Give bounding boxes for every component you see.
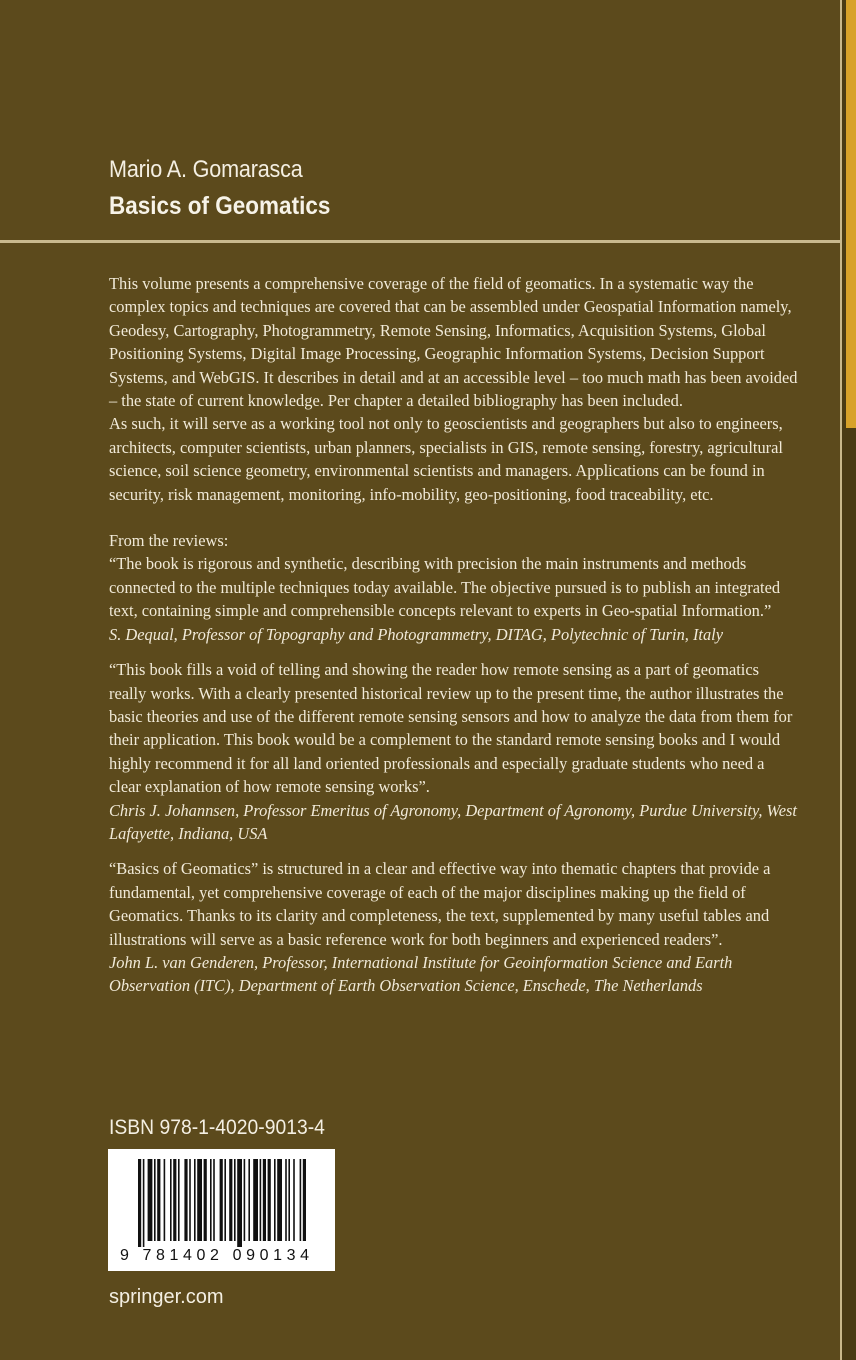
barcode-bar xyxy=(234,1159,236,1241)
back-cover-text xyxy=(109,272,799,998)
reviews-heading: From the reviews: xyxy=(109,531,229,551)
barcode-bar xyxy=(148,1159,153,1241)
barcode-bar xyxy=(170,1159,172,1241)
barcode-bar xyxy=(164,1159,166,1241)
review-quote-3: “Basics of Geomatics” is structured in a clear and effective way into thematic chapters that provide a fundamental, yet comprehensive coverage of each of the major disciplines making up the field of Geomatics. Thanks to its clarity and completeness, the text, supplemented by many useful tables and illustrations will serve as a basic reference work for both beginners and experienced readers”. xyxy=(109,859,771,949)
description-paragraph-1: This volume presents a comprehensive coverage of the field of geomatics. In a systematic way the complex topics and techniques are covered that can be assembled under Geospatial Information namely, Geodesy, Cartography, Photogrammetry, Remote Sensing, Informatics, Acquisition Systems, Global Positioning Systems, Digital Image Processing, Geographic Information Systems, Decision Support Systems, and WebGIS. It describes in detail and at an accessible level – too much math has been avoided – the state of current knowledge. Per chapter a detailed bibliography has been included. xyxy=(109,274,798,411)
barcode-bar xyxy=(237,1159,242,1247)
barcode-bar xyxy=(220,1159,223,1241)
barcode-bar xyxy=(213,1159,215,1241)
barcode-bar xyxy=(229,1159,232,1241)
barcode xyxy=(108,1149,335,1271)
barcode-digits: 9 781402 090134 xyxy=(120,1247,314,1264)
barcode-bar xyxy=(285,1159,287,1241)
barcode-bar xyxy=(224,1159,226,1241)
barcode-bars xyxy=(108,1149,335,1249)
barcode-bar xyxy=(274,1159,276,1241)
barcode-bar xyxy=(268,1159,271,1241)
barcode-bar xyxy=(197,1159,202,1241)
barcode-bar xyxy=(194,1159,196,1241)
review-attribution-1: S. Dequal, Professor of Topography and Photogrammetry, DITAG, Polytechnic of Turin, Italy xyxy=(109,624,724,644)
barcode-bar xyxy=(154,1159,156,1241)
barcode-bar xyxy=(293,1159,295,1241)
book-title: Basics of Geomatics xyxy=(109,192,331,220)
author-name: Mario A. Gomarasca xyxy=(109,156,303,183)
barcode-bar xyxy=(204,1159,207,1241)
spine-accent-stripe xyxy=(846,0,856,428)
barcode-bar xyxy=(277,1159,282,1241)
barcode-bar xyxy=(143,1159,145,1247)
barcode-bar xyxy=(263,1159,266,1241)
barcode-bar xyxy=(178,1159,180,1241)
barcode-bar xyxy=(248,1159,250,1241)
barcode-bar xyxy=(157,1159,160,1241)
barcode-bar xyxy=(288,1159,290,1241)
publisher-url: springer.com xyxy=(109,1286,224,1308)
isbn-number: ISBN 978-1-4020-9013-4 xyxy=(109,1116,325,1139)
barcode-bar xyxy=(253,1159,258,1241)
barcode-bar xyxy=(303,1159,306,1241)
review-quote-1: “The book is rigorous and synthetic, describing with precision the main instruments and methods connected to the multiple techniques today available. The objective pursued is to publish an integrated text, containing simple and comprehensible concepts relevant to experts in Geo-spatial Information.” xyxy=(109,554,781,621)
description-paragraph-2: As such, it will serve as a working tool not only to geoscientists and geographers but also to engineers, architects, computer scientists, urban planners, specialists in GIS, remote sensing, forestry, agricultural science, soil science geometry, environmental scientists and managers. Applications can be found in security, risk management, monitoring, info-mobility, geo-positioning, food traceability, etc. xyxy=(109,414,783,504)
barcode-bar xyxy=(244,1159,246,1241)
barcode-bar xyxy=(173,1159,176,1241)
review-attribution-3: John L. van Genderen, Professor, International Institute for Geoinformation Science and Earth Observation (ITC), Department of Earth Observation Science, Enschede, The Netherlands xyxy=(109,952,733,996)
barcode-bar xyxy=(260,1159,262,1241)
barcode-bar xyxy=(210,1159,212,1241)
review-quote-2: “This book fills a void of telling and showing the reader how remote sensing as a part of geomatics really works. With a clearly presented historical review up to the present time, the author illustrates the basic theories and use of the different remote sensing sensors and how to analyze the data from them for their application. This book would be a complement to the standard remote sensing books and I would highly recommend it for all land oriented professionals and especially graduate students who need a clear explanation of how remote sensing works”. xyxy=(109,660,793,797)
header-divider xyxy=(0,240,842,243)
barcode-bar xyxy=(300,1159,302,1241)
review-attribution-2: Chris J. Johannsen, Professor Emeritus of Agronomy, Department of Agronomy, Purdue University, West Lafayette, Indiana, USA xyxy=(109,800,797,843)
barcode-bar xyxy=(138,1159,141,1247)
barcode-bar xyxy=(184,1159,187,1241)
barcode-bar xyxy=(189,1159,191,1241)
